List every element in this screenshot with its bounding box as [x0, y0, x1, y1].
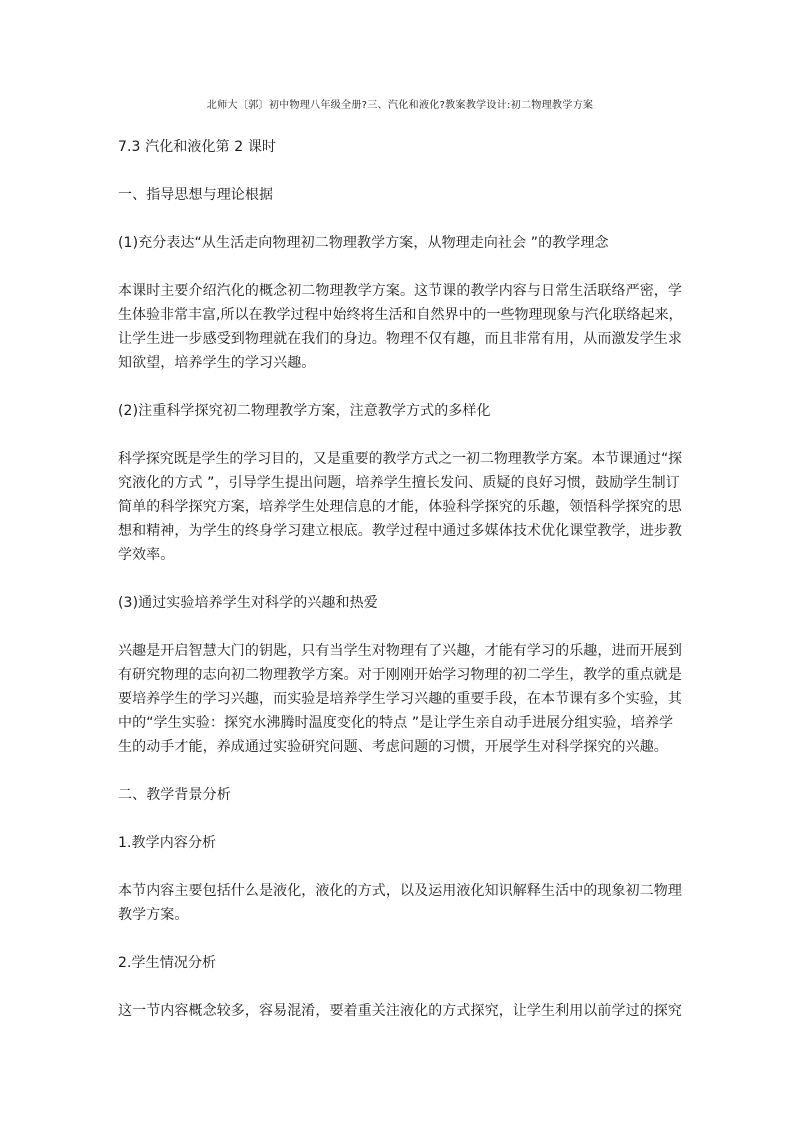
point-heading-2: (2)注重科学探究初二物理教学方案，注意教学方式的多样化	[118, 403, 491, 419]
paragraph-line: 究液化的方式 ”，引导学生提出问题，培养学生擅长发问、质疑的良好习惯，鼓励学生制订	[118, 475, 680, 491]
paragraph-line: 兴趣是开启智慧大门的钥匙，只有当学生对物理有了兴趣，才能有学习的乐趣，进而开展到	[118, 643, 682, 659]
paragraph-line: 想和精神，为学生的终身学习建立根底。教学过程中通过多媒体技术优化课堂教学，进步教	[118, 523, 682, 539]
section-heading-guiding-thought: 一、指导思想与理论根据	[118, 187, 274, 203]
paragraph-line: 学效率。	[118, 547, 175, 563]
paragraph-line: 要培养学生的学习兴趣，而实验是培养学生学习兴趣的重要手段，在本节课有多个实验，其	[118, 691, 682, 707]
paragraph-line: 中的“学生实验：探究水沸腾时温度变化的特点 ”是让学生亲自动手进展分组实验，培养学	[118, 715, 674, 731]
point-heading-1: (1)充分表达“从生活走向物理初二物理教学方案，从物理走向社会 ”的教学理念	[118, 235, 609, 251]
document-title: 北师大〔郭〕初中物理八年级全册?三、汽化和液化?教案教学设计:初二物理教学方案	[206, 100, 594, 111]
paragraph-line: 生的动手才能，养成通过实验研究问题、考虑问题的习惯，开展学生对科学探究的兴趣。	[118, 739, 668, 755]
paragraph-line: 本课时主要介绍汽化的概念初二物理教学方案。这节课的教学内容与日常生活联络严密，学	[118, 283, 682, 299]
paragraph-line: 本节内容主要包括什么是液化，液化的方式，以及运用液化知识解释生活中的现象初二物理	[118, 883, 682, 899]
lesson-heading: 7.3 汽化和液化第 2 课时	[118, 139, 277, 155]
paragraph-line: 这一节内容概念较多，容易混淆，要着重关注液化的方式探究，让学生利用以前学过的探究	[118, 1003, 682, 1019]
point-heading-3: (3)通过实验培养学生对科学的兴趣和热爱	[118, 595, 378, 611]
subsection-heading-students: 2.学生情况分析	[118, 955, 217, 971]
paragraph-line: 知欲望，培养学生的学习兴趣。	[118, 355, 316, 371]
paragraph-line: 科学探究既是学生的学习目的，又是重要的教学方式之一初二物理教学方案。本节课通过“探	[118, 451, 683, 467]
paragraph-line: 生体验非常丰富,所以在教学过程中始终将生活和自然界中的一些物理现象与汽化联络起来，	[118, 307, 683, 323]
paragraph-line: 教学方案。	[118, 907, 189, 923]
paragraph-line: 让学生进一步感受到物理就在我们的身边。物理不仅有趣，而且非常有用，从而激发学生求	[118, 331, 682, 347]
section-heading-background: 二、教学背景分析	[118, 787, 231, 803]
paragraph-line: 简单的科学探究方案，培养学生处理信息的才能，体验科学探究的乐趣，领悟科学探究的思	[118, 499, 682, 515]
paragraph-line: 有研究物理的志向初二物理教学方案。对于刚刚开始学习物理的初二学生，教学的重点就是	[118, 667, 682, 683]
subsection-heading-content: 1.教学内容分析	[118, 835, 217, 851]
